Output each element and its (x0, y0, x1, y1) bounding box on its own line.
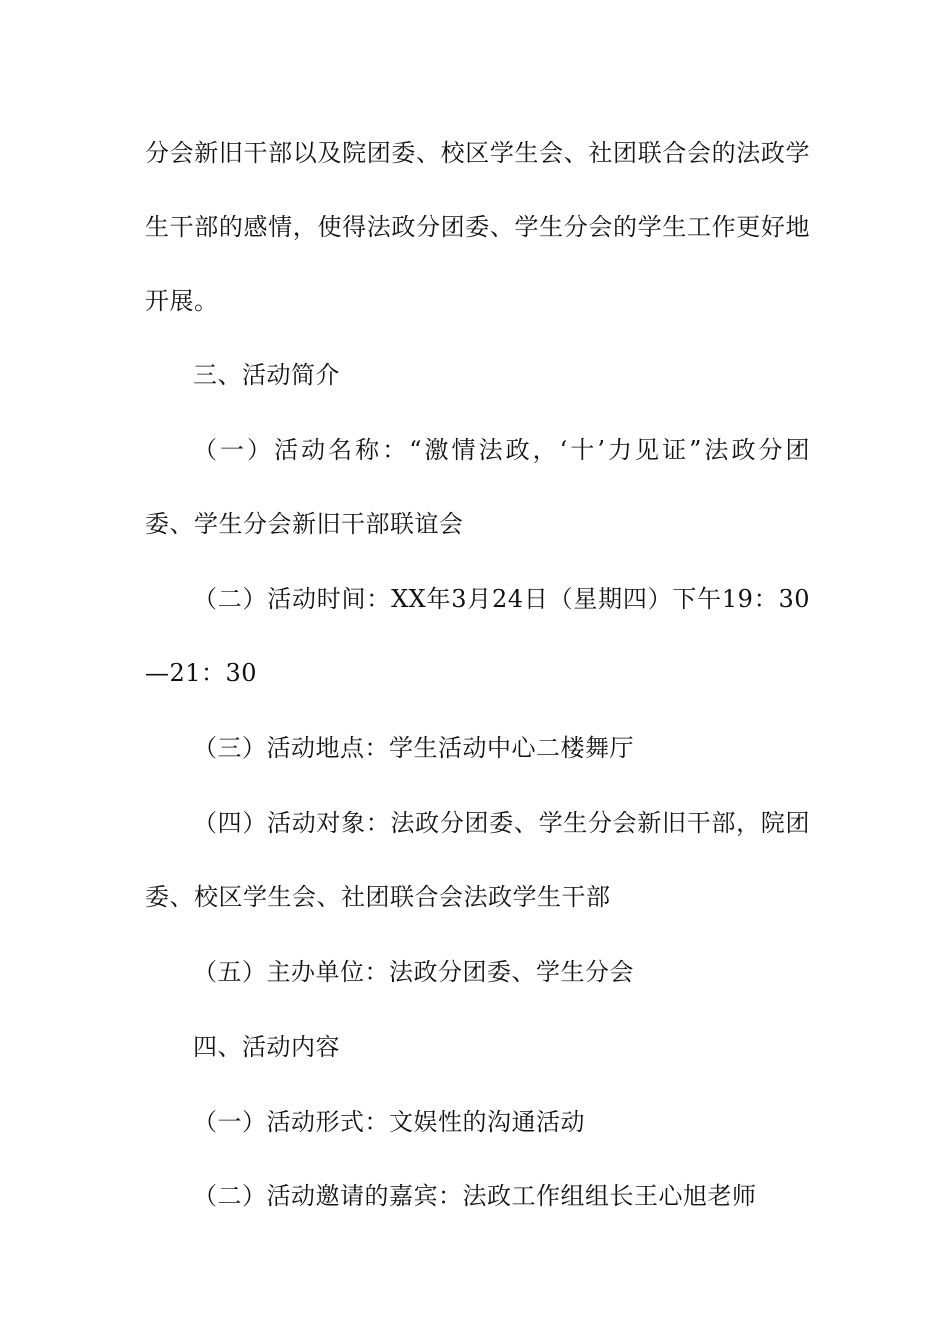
section-heading-4: 四、活动内容 (193, 1033, 340, 1061)
section-heading-3: 三、活动简介 (193, 361, 340, 389)
activity-name-line-2: 委、学生分会新旧干部联谊会 (145, 510, 464, 538)
activity-location: （三）活动地点：学生活动中心二楼舞厅 (193, 734, 634, 762)
paragraph-line-3: 开展。 (145, 287, 219, 315)
activity-name-line-1: （一）活动名称：“激情法政，‘十’力见证”法政分团 (193, 436, 810, 464)
activity-target-line-1: （四）活动对象：法政分团委、学生分会新旧干部，院团 (193, 809, 810, 837)
activity-form: （一）活动形式：文娱性的沟通活动 (193, 1108, 585, 1136)
organizer: （五）主办单位：法政分团委、学生分会 (193, 958, 634, 986)
paragraph-line-2: 生干部的感情，使得法政分团委、学生分会的学生工作更好地 (145, 213, 810, 241)
activity-target-line-2: 委、校区学生会、社团联合会法政学生干部 (145, 883, 611, 911)
paragraph-line-1: 分会新旧干部以及院团委、校区学生会、社团联合会的法政学 (145, 139, 810, 167)
activity-time-line-2: —21：30 (145, 659, 258, 687)
invited-guests: （二）活动邀请的嘉宾：法政工作组组长王心旭老师 (193, 1182, 757, 1210)
activity-time-line-1: （二）活动时间：XX年3月24日（星期四）下午19：30 (193, 585, 810, 613)
